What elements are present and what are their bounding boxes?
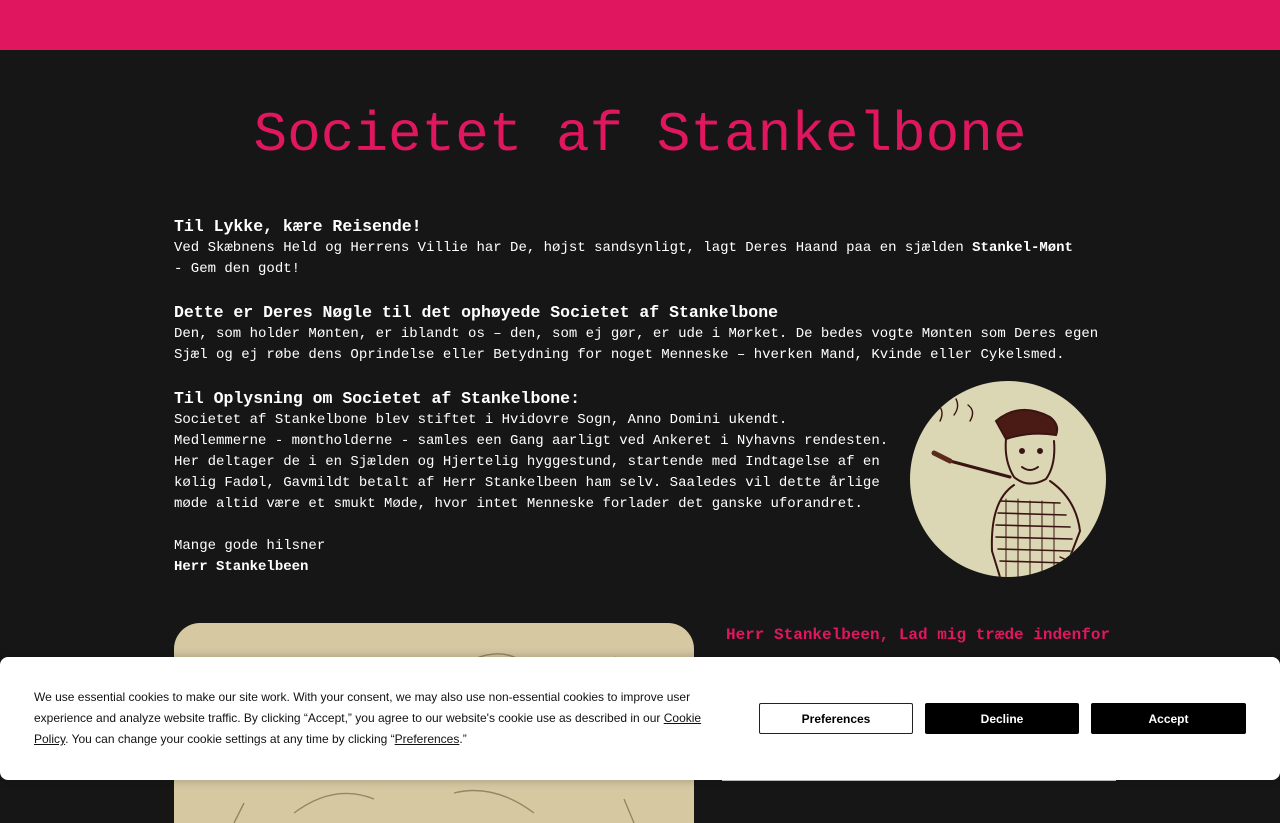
accept-button[interactable]: Accept — [1091, 703, 1246, 734]
preferences-link[interactable]: Preferences — [394, 732, 460, 746]
enter-link[interactable]: Herr Stankelbeen, Lad mig træde indenfor — [726, 626, 1111, 644]
cookie-banner — [0, 657, 1280, 780]
cookie-text-part-3: .” — [459, 732, 467, 746]
intro-text — [174, 238, 1114, 280]
top-bar — [0, 0, 1280, 50]
cookie-text — [34, 687, 714, 750]
key-line-2: Sjæl og ej røbe dens Oprindelse eller Betydning for noget Menneske – hverken Mand, Kvinde eller Cykelsmed. — [174, 347, 1065, 363]
cookie-policy-link[interactable]: Cookie Policy — [34, 711, 702, 746]
form-input-underline[interactable] — [722, 780, 1116, 781]
info-line: Societet af Stankelbone blev stiftet i Hvidovre Sogn, Anno Domini ukendt. — [174, 412, 788, 428]
intro-text-after: - Gem den godt! — [174, 261, 301, 277]
signature: Herr Stankelbeen — [174, 559, 309, 575]
decline-button[interactable]: Decline — [925, 703, 1079, 734]
page-title: Societet af Stankelbone — [253, 103, 1027, 167]
info-line: Medlemmerne - møntholderne - samles een Gang aarligt ved Ankeret i Nyhavns rendesten. — [174, 433, 889, 449]
key-line-1: Den, som holder Mønten, er iblandt os – den, som ej gør, er ude i Mørket. De bedes vogte Mønten som Deres egen — [174, 326, 1099, 342]
key-heading: Dette er Deres Nøgle til det ophøyede Societet af Stankelbone — [174, 303, 778, 322]
greeting: Mange gode hilsner — [174, 538, 326, 554]
cookie-text-part-1: We use essential cookies to make our site work. With your consent, we may also use non-essential cookies to improve user experience and analyze website traffic. By clicking “Accept,” you agree to our website's cookie use as described in our — [34, 690, 691, 725]
intro-heading: Til Lykke, kære Reisende! — [174, 217, 422, 236]
preferences-button[interactable]: Preferences — [759, 703, 913, 734]
coin-name: Stankel-Mønt — [972, 240, 1073, 256]
cookie-text-part-2: . You can change your cookie settings at any time by clicking “ — [65, 732, 395, 746]
gentleman-drawing — [910, 381, 1106, 577]
info-line: Her deltager de i en Sjælden og Hjertelig hyggestund, startende med Indtagelse af en — [174, 454, 880, 470]
info-line: kølig Fadøl, Gavmildt betalt af Herr Stankelbeen ham selv. Saaledes vil dette årlige — [174, 475, 880, 491]
intro-text-before: Ved Skæbnens Held og Herrens Villie har De, højst sandsynligt, lagt Deres Haand paa en sjælden — [174, 240, 973, 256]
info-line: møde altid være et smukt Møde, hvor intet Menneske forlader det ganske uforandret. — [174, 496, 863, 512]
smoking-gentleman-illustration — [910, 381, 1106, 577]
info-heading: Til Oplysning om Societet af Stankelbone: — [174, 389, 580, 408]
